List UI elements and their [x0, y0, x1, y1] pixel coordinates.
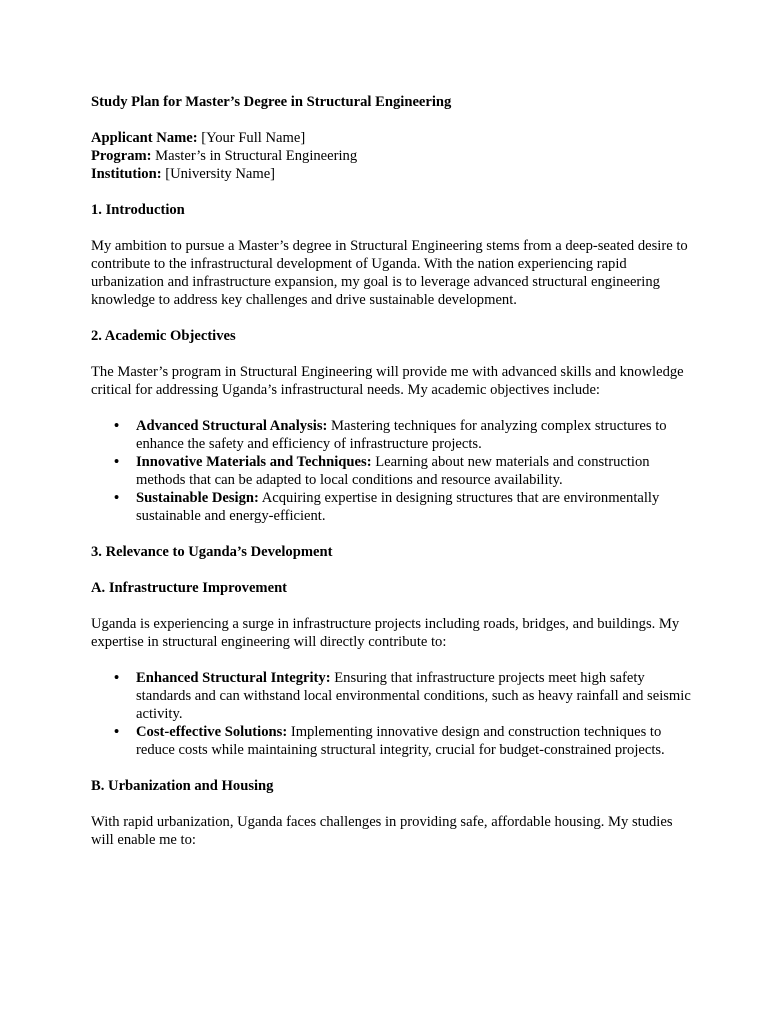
list-item-text: Learning about new materials and construction methods that can be adapted to local conditions and resource availability.	[136, 454, 650, 488]
list-item-term: Cost-effective Solutions:	[136, 724, 288, 740]
bullet-icon: •	[114, 454, 120, 470]
list-item-text: Acquiring expertise in designing structures that are environmentally sustainable and energy-efficient.	[136, 490, 660, 524]
section-heading-academic-objectives: 2. Academic Objectives	[91, 328, 236, 344]
bullet-icon: •	[114, 490, 120, 506]
academic-objectives-paragraph: The Master’s program in Structural Engineering will provide me with advanced skills and knowledge critical for addressing Uganda’s infrastructural needs. My academic objectives include:	[91, 364, 684, 398]
subsection-heading-urbanization: B. Urbanization and Housing	[91, 778, 274, 794]
bullet-icon: •	[114, 418, 120, 434]
program-value: Master’s in Structural Engineering	[151, 148, 358, 164]
introduction-paragraph: My ambition to pursue a Master’s degree in Structural Engineering stems from a deep-seated desire to contribute to the infrastructural development of Uganda. With the nation experiencing rapid urbanization and infrastructure expansion, my goal is to leverage advanced structural engineering knowledge to address key challenges and drive sustainable development.	[91, 238, 688, 308]
urbanization-paragraph: With rapid urbanization, Uganda faces challenges in providing safe, affordable housing. My studies will enable me to:	[91, 814, 673, 848]
document-title: Study Plan for Master’s Degree in Structural Engineering	[91, 94, 452, 110]
list-item-term: Sustainable Design:	[136, 490, 259, 506]
list-item-text: Implementing innovative design and construction techniques to reduce costs while maintaining structural integrity, crucial for budget-constrained projects.	[136, 724, 665, 758]
institution-value: [University Name]	[161, 166, 276, 182]
institution-line	[91, 165, 691, 183]
applicant-name-line	[91, 129, 691, 147]
applicant-name-value: [Your Full Name]	[197, 130, 306, 146]
list-item	[114, 723, 691, 759]
infrastructure-paragraph: Uganda is experiencing a surge in infrastructure projects including roads, bridges, and buildings. My expertise in structural engineering will directly contribute to:	[91, 616, 680, 650]
section-heading-introduction: 1. Introduction	[91, 202, 185, 218]
list-item-term: Advanced Structural Analysis:	[136, 418, 328, 434]
program-label: Program:	[91, 148, 152, 164]
program-line	[91, 147, 691, 165]
bullet-icon: •	[114, 724, 120, 740]
section-heading-relevance: 3. Relevance to Uganda’s Development	[91, 544, 333, 560]
document-page	[91, 93, 691, 867]
list-item	[114, 489, 691, 525]
infrastructure-list	[91, 669, 691, 759]
list-item-term: Enhanced Structural Integrity:	[136, 670, 331, 686]
list-item	[114, 669, 691, 723]
institution-label: Institution:	[91, 166, 162, 182]
bullet-icon: •	[114, 670, 120, 686]
applicant-name-label: Applicant Name:	[91, 130, 198, 146]
list-item-text: Ensuring that infrastructure projects meet high safety standards and can withstand local environmental conditions, such as heavy rainfall and seismic activity.	[136, 670, 691, 722]
subsection-heading-infrastructure: A. Infrastructure Improvement	[91, 580, 288, 596]
list-item	[114, 453, 691, 489]
list-item	[114, 417, 691, 453]
list-item-term: Innovative Materials and Techniques:	[136, 454, 372, 470]
list-item-text: Mastering techniques for analyzing complex structures to enhance the safety and efficiency of infrastructure projects.	[136, 418, 667, 452]
applicant-info	[91, 129, 691, 183]
academic-objectives-list	[91, 417, 691, 525]
